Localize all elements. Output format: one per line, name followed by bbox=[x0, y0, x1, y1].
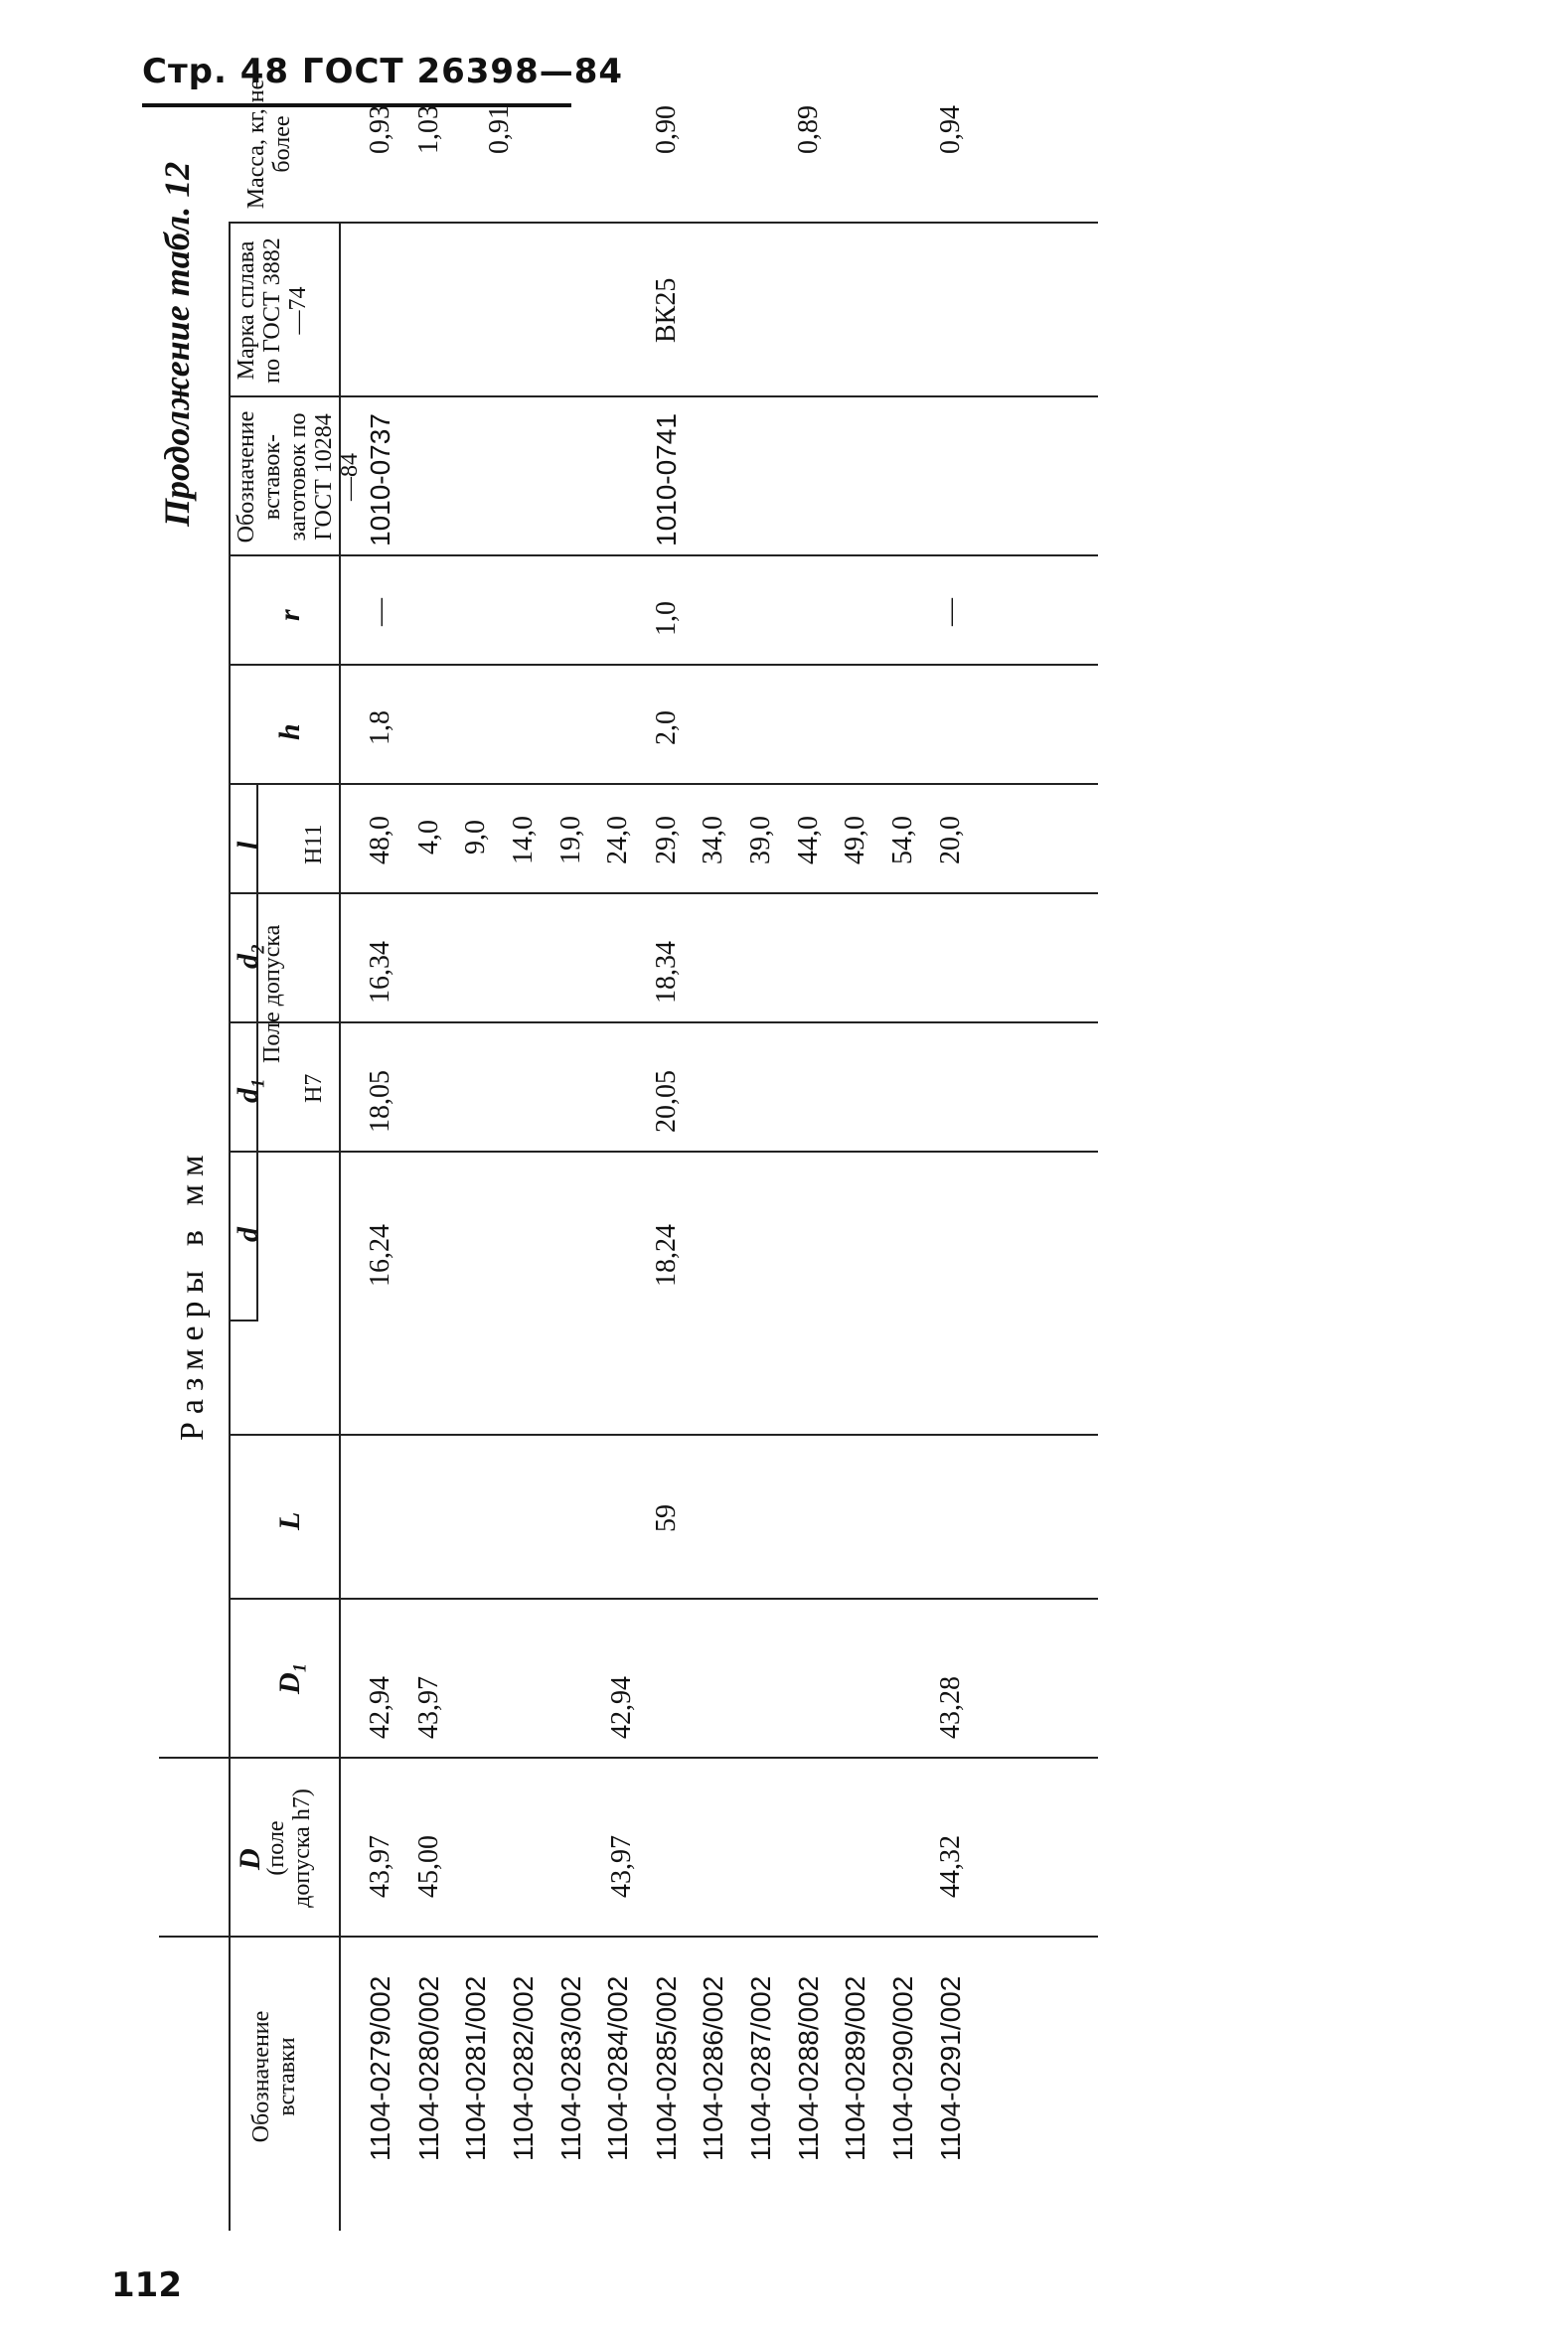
sep-l-end bbox=[229, 783, 1098, 785]
cell-D: 43,97 bbox=[606, 1835, 637, 1898]
sep-designation bbox=[159, 1936, 1098, 1938]
cell-blank-designation: 1010-0737 bbox=[365, 413, 395, 546]
cell-d2: 16,34 bbox=[365, 941, 395, 1004]
rotated-table-sheet bbox=[134, 78, 1525, 2236]
header-tolerance-H11: H11 bbox=[301, 824, 327, 864]
page-header: Стр. 48 ГОСТ 26398—84 bbox=[142, 52, 624, 91]
header-d1: d₁ bbox=[232, 1077, 264, 1103]
cell-l: 24,0 bbox=[602, 816, 633, 864]
sep-blank bbox=[229, 395, 1098, 397]
row-designation: 1104-0289/002 bbox=[840, 1975, 870, 2161]
row-designation: 1104-0282/002 bbox=[508, 1975, 539, 2161]
header-d2: d₂ bbox=[232, 943, 264, 969]
cell-D: 43,97 bbox=[365, 1835, 395, 1898]
row-designation: 1104-0281/002 bbox=[460, 1975, 491, 2161]
header-tolerance-field: Поле допуска bbox=[259, 924, 285, 1063]
row-designation: 1104-0283/002 bbox=[555, 1975, 586, 2161]
cell-mass: 0,91 bbox=[484, 105, 515, 154]
header-L: L bbox=[273, 1511, 306, 1530]
header-blank-designation: Обозначение вставок-заготовок по ГОСТ 10284—84 bbox=[234, 410, 363, 544]
cell-h: 2,0 bbox=[651, 710, 682, 745]
page-number: 112 bbox=[111, 2265, 182, 2305]
cell-l: 14,0 bbox=[508, 816, 539, 864]
cell-mass: 0,90 bbox=[651, 105, 682, 154]
continuation-title: Продолжение табл. 12 bbox=[157, 161, 197, 527]
cell-alloy-grade: ВК25 bbox=[651, 277, 682, 343]
cell-blank-designation: 1010-0741 bbox=[651, 413, 682, 546]
cell-D1: 42,94 bbox=[365, 1676, 395, 1739]
cell-D1: 43,28 bbox=[935, 1676, 966, 1739]
cell-r: — bbox=[935, 598, 966, 626]
header-alloy-grade: Марка сплава по ГОСТ 3882—74 bbox=[234, 237, 311, 384]
cell-mass: 1,03 bbox=[413, 105, 444, 154]
header-d: d bbox=[232, 1227, 264, 1242]
sep-d-top bbox=[229, 1320, 256, 1322]
cell-l: 48,0 bbox=[365, 816, 395, 864]
sep-d2 bbox=[229, 1021, 1098, 1023]
cell-d1: 20,05 bbox=[651, 1070, 682, 1133]
row-designation: 1104-0291/002 bbox=[935, 1975, 966, 2161]
row-designation: 1104-0288/002 bbox=[793, 1975, 824, 2161]
cell-D: 44,32 bbox=[935, 1835, 966, 1898]
header-designation: Обозначение вставки bbox=[248, 2010, 300, 2143]
sep-L bbox=[229, 1434, 1098, 1436]
cell-l: 4,0 bbox=[413, 820, 444, 855]
cell-d2: 18,34 bbox=[651, 941, 682, 1004]
cell-l: 34,0 bbox=[698, 816, 728, 864]
cell-mass: 0,93 bbox=[365, 105, 395, 154]
header-h: h bbox=[273, 723, 306, 740]
cell-D1: 42,94 bbox=[606, 1676, 637, 1739]
row-designation: 1104-0280/002 bbox=[413, 1975, 444, 2161]
sep-r bbox=[229, 554, 1098, 556]
sep-alloy bbox=[229, 222, 1098, 224]
row-designation: 1104-0284/002 bbox=[602, 1975, 633, 2161]
cell-d1: 18,05 bbox=[365, 1070, 395, 1133]
header-l: l bbox=[232, 841, 264, 850]
cell-mass: 0,89 bbox=[793, 105, 824, 154]
cell-mass: 0,94 bbox=[935, 105, 966, 154]
row-designation: 1104-0286/002 bbox=[698, 1975, 728, 2161]
header-D1: D₁ bbox=[273, 1661, 306, 1694]
cell-l: 9,0 bbox=[460, 820, 491, 855]
header-r: r bbox=[273, 609, 306, 621]
cell-l: 29,0 bbox=[651, 816, 682, 864]
header-D: D bbox=[234, 1848, 266, 1870]
cell-L: 59 bbox=[651, 1504, 682, 1532]
row-designation: 1104-0279/002 bbox=[365, 1975, 395, 2161]
header-mass: Масса, кг, не более bbox=[243, 78, 295, 210]
cell-l: 39,0 bbox=[745, 816, 776, 864]
cell-h: 1,8 bbox=[365, 710, 395, 745]
cell-l: 44,0 bbox=[793, 816, 824, 864]
header-tolerance-H7: H7 bbox=[301, 1073, 327, 1103]
cell-l: 49,0 bbox=[840, 816, 870, 864]
cell-l: 54,0 bbox=[887, 816, 918, 864]
row-designation: 1104-0285/002 bbox=[651, 1975, 682, 2161]
row-designation: 1104-0290/002 bbox=[887, 1975, 918, 2161]
cell-D1: 43,97 bbox=[413, 1676, 444, 1739]
cell-d: 18,24 bbox=[651, 1224, 682, 1287]
cell-r: — bbox=[365, 598, 395, 626]
cell-D: 45,00 bbox=[413, 1835, 444, 1898]
table-top-rule bbox=[229, 224, 231, 2231]
header-D-note: (поле допуска h7) bbox=[263, 1789, 315, 1908]
cell-l: 20,0 bbox=[935, 816, 966, 864]
cell-l: 19,0 bbox=[555, 816, 586, 864]
sep-D1 bbox=[229, 1598, 1098, 1600]
sep-d1 bbox=[229, 1151, 1098, 1153]
row-designation: 1104-0287/002 bbox=[745, 1975, 776, 2161]
cell-d: 16,24 bbox=[365, 1224, 395, 1287]
sep-h bbox=[229, 664, 1098, 666]
sep-l bbox=[229, 892, 1098, 894]
cell-r: 1,0 bbox=[651, 601, 682, 636]
sep-D bbox=[159, 1757, 1098, 1759]
units-title: Размеры в мм bbox=[174, 1147, 211, 1441]
